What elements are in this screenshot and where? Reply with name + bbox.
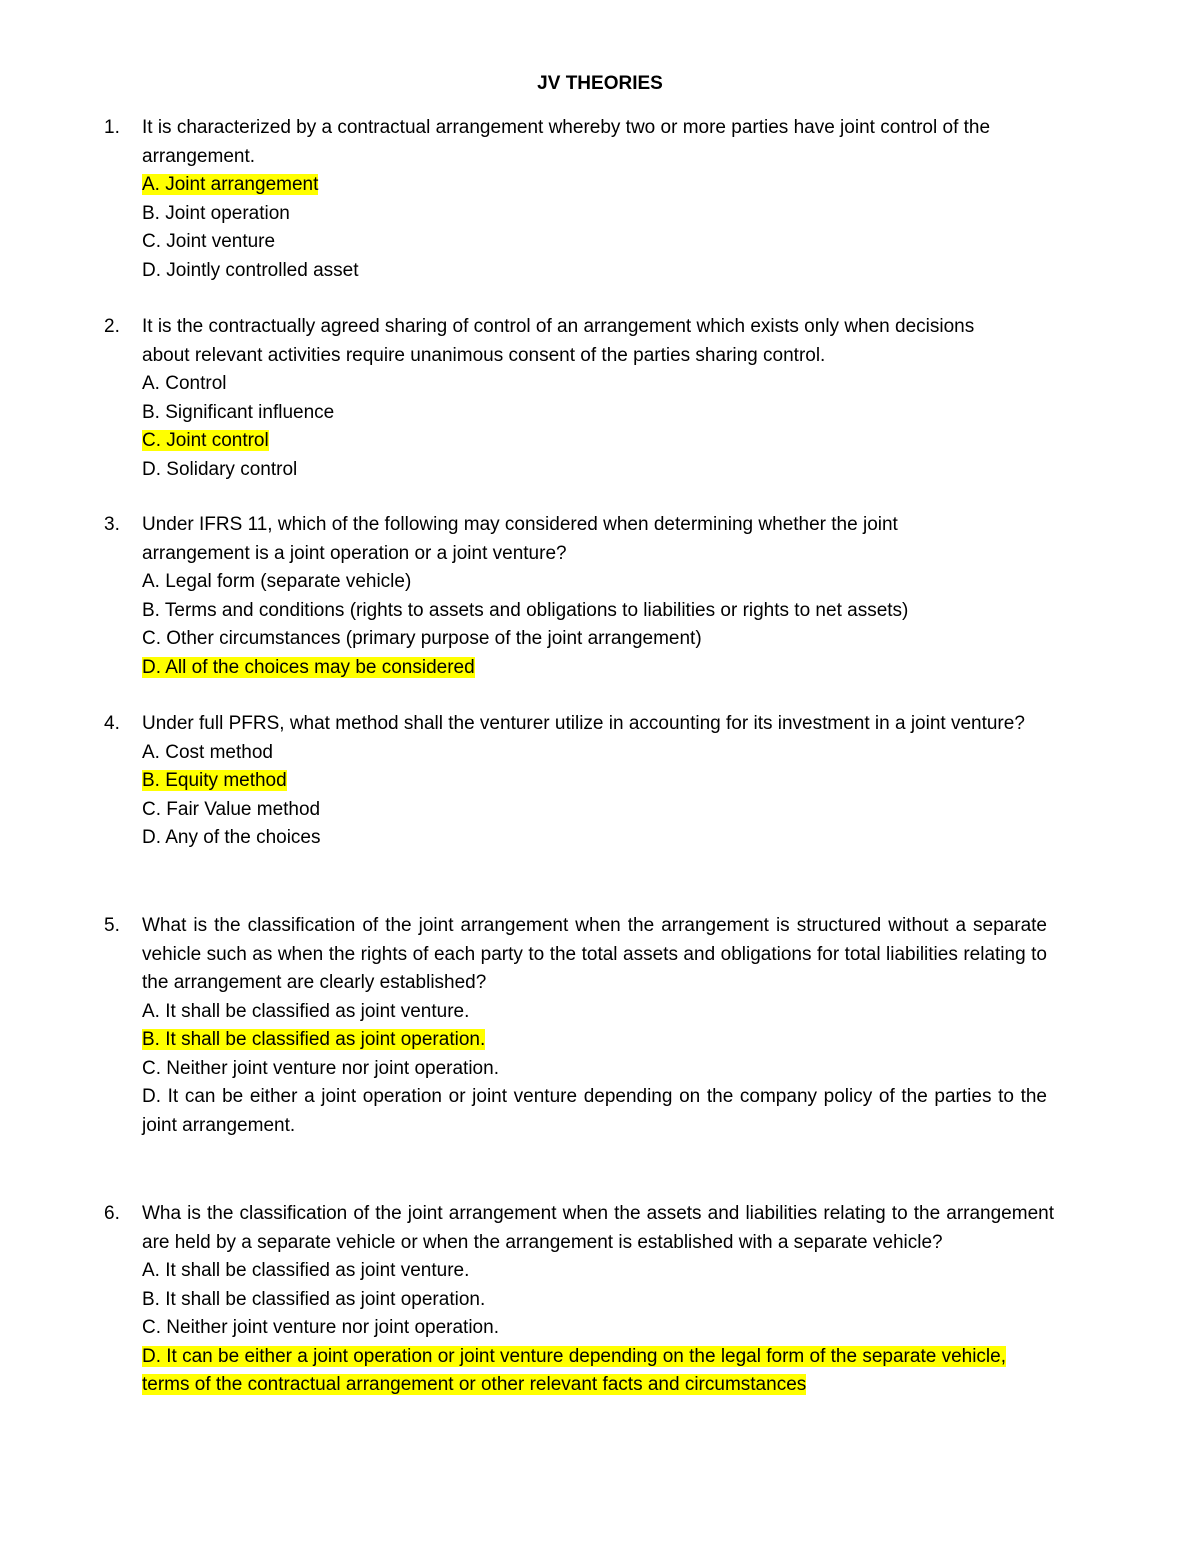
- question-text: What is the classification of the joint arrangement when the arrangement is structured without a separate vehicle such as when the rights of each party to the total assets and obligations for total liabilities relating to the arrangement are clearly established?: [142, 915, 1047, 993]
- choice-a: A. It shall be classified as joint venture.: [142, 1260, 470, 1281]
- choice-c: C. Other circumstances (primary purpose of the joint arrangement): [142, 628, 702, 649]
- question-text: Under full PFRS, what method shall the venturer utilize in accounting for its investment in a joint venture?: [142, 713, 1025, 734]
- page-title: JV THEORIES: [537, 73, 663, 94]
- choice-b: B. Significant influence: [142, 401, 335, 423]
- question-number: 5.: [104, 915, 120, 936]
- choice-c: C. Joint venture: [142, 231, 276, 252]
- choice-d: [142, 654, 1064, 683]
- choice-a: [142, 171, 1064, 200]
- choice-d: D. It can be either a joint operation or joint venture depending on the company policy of the parties to the joint arrangement.: [142, 1086, 1047, 1136]
- question-number: 4.: [104, 713, 120, 734]
- question-2: [104, 313, 1064, 484]
- choice-c: [142, 427, 1064, 456]
- question-text: Wha is the classification of the joint arrangement when the assets and liabilities relating to the arrangement are held by a separate vehicle or when the arrangement is established with a separate vehicle?: [142, 1203, 1054, 1253]
- answer-highlight: A. Joint arrangement: [142, 174, 319, 195]
- answer-highlight: D. It can be either a joint operation or joint venture depending on the legal form of the separate vehicle, terms of the contractual arrangement or other relevant facts and circumstances: [142, 1345, 1006, 1395]
- choice-b: B. Joint operation: [142, 202, 290, 224]
- choice-b: [142, 1026, 1064, 1055]
- choice-b: B. It shall be classified as joint operation.: [142, 1288, 486, 1310]
- choice-a: A. It shall be classified as joint venture.: [142, 1000, 470, 1022]
- question-text: It is the contractually agreed sharing of control of an arrangement which exists only when decisions about relevant activities require unanimous consent of the parties sharing control.: [142, 316, 975, 366]
- question-1: [104, 114, 1064, 285]
- choice-b: [142, 767, 1064, 796]
- choice-d: [142, 1343, 1022, 1400]
- question-6: [104, 1200, 1064, 1400]
- answer-highlight: D. All of the choices may be considered: [142, 656, 475, 678]
- answer-highlight: C. Joint control: [142, 430, 269, 451]
- question-3: [104, 511, 1064, 682]
- question-number: 1.: [104, 117, 120, 138]
- question-number: 6.: [104, 1203, 120, 1224]
- question-number: 2.: [104, 316, 120, 337]
- question-number: 3.: [104, 514, 120, 535]
- choice-d: D. Solidary control: [142, 458, 298, 480]
- choice-c: C. Neither joint venture nor joint operation.: [142, 1057, 499, 1079]
- answer-highlight: B. It shall be classified as joint operation.: [142, 1029, 486, 1050]
- question-text: It is characterized by a contractual arrangement whereby two or more parties have joint control of the arrangement.: [142, 117, 991, 167]
- choice-c: C. Neither joint venture nor joint operation.: [142, 1317, 499, 1338]
- choice-a: A. Control: [142, 373, 227, 394]
- question-text: Under IFRS 11, which of the following may considered when determining whether the joint arrangement is a joint operation or a joint venture?: [142, 514, 898, 564]
- question-4: [104, 710, 1064, 853]
- choice-d: D. Jointly controlled asset: [142, 259, 359, 281]
- question-5: [104, 912, 1064, 1140]
- choice-d: D. Any of the choices: [142, 827, 321, 848]
- choice-a: A. Legal form (separate vehicle): [142, 571, 412, 592]
- answer-highlight: B. Equity method: [142, 770, 287, 791]
- choice-c: C. Fair Value method: [142, 798, 321, 820]
- choice-a: A. Cost method: [142, 741, 273, 763]
- choice-b: B. Terms and conditions (rights to assets and obligations to liabilities or rights to net assets): [142, 599, 909, 621]
